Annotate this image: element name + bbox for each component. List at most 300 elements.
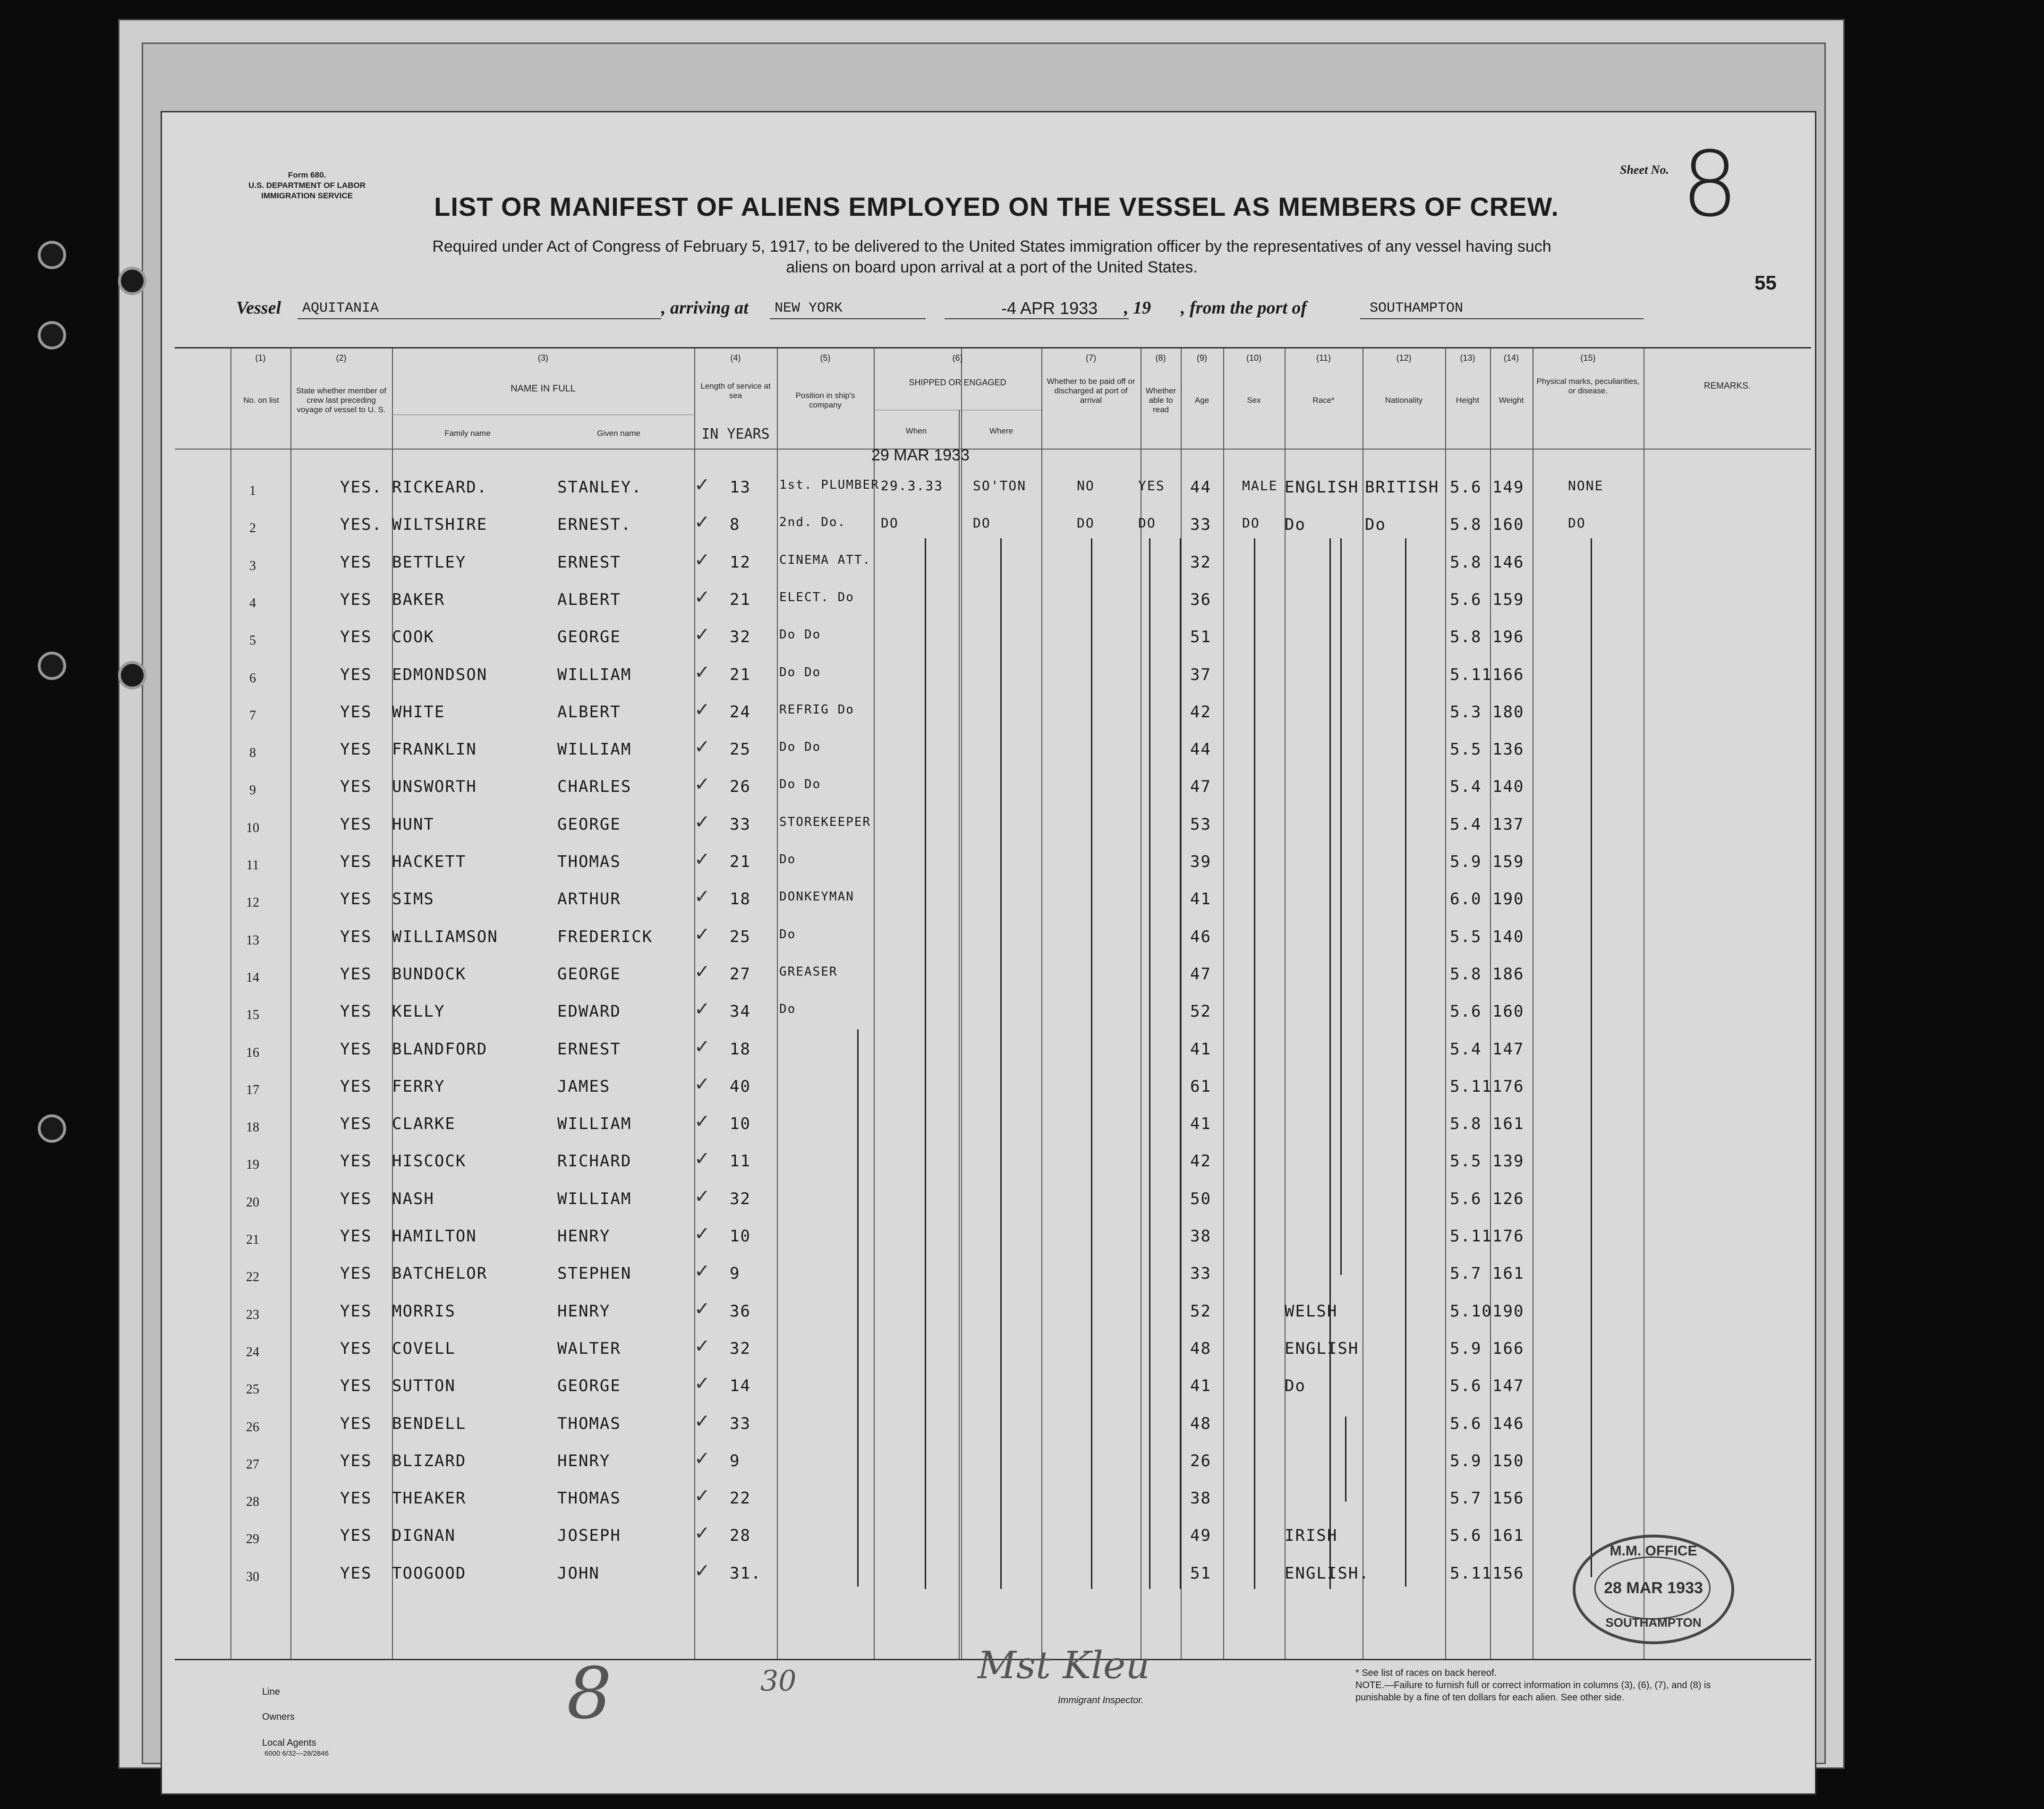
cell-age: 52: [1190, 1002, 1211, 1021]
cell-family-name: SIMS: [392, 890, 434, 909]
cell-family-name: BENDELL: [392, 1414, 467, 1433]
cell-age: 51: [1190, 628, 1211, 647]
col-head-family: Family name: [444, 429, 491, 438]
cell-family-name: WILLIAMSON: [392, 927, 498, 946]
cell-member: YES: [340, 1414, 372, 1433]
page-title: LIST OR MANIFEST OF ALIENS EMPLOYED ON THE VESSEL AS MEMBERS OF CREW.: [434, 192, 1559, 221]
port-underline: [770, 318, 926, 319]
cell-row-number: 25: [246, 1382, 259, 1397]
cell-given-name: JOHN: [557, 1563, 600, 1583]
cell-weight: 159: [1492, 590, 1524, 609]
cell-race: IRISH: [1285, 1526, 1338, 1546]
check-mark-icon: ✓: [694, 1410, 710, 1432]
cell-weight: 161: [1492, 1264, 1524, 1283]
cell-weight: 139: [1492, 1152, 1524, 1171]
check-mark-icon: ✓: [694, 811, 710, 833]
page-number: 55: [1754, 272, 1777, 294]
col-head-read: Whether able to read: [1145, 386, 1176, 414]
check-mark-icon: ✓: [694, 849, 710, 870]
cell-given-name: RICHARD: [557, 1152, 632, 1171]
cell-member: YES: [340, 815, 372, 834]
cell-member: YES: [340, 590, 372, 609]
cell-member: YES: [340, 552, 372, 572]
cell-age: 49: [1190, 1526, 1211, 1546]
cell-service: 25: [730, 927, 751, 946]
cell-row-number: 2: [249, 521, 256, 536]
cell-given-name: WILLIAM: [557, 1189, 632, 1208]
cell-weight: 146: [1492, 552, 1524, 572]
cell-service: 31.: [730, 1563, 762, 1583]
cell-family-name: BLANDFORD: [392, 1039, 488, 1059]
handwritten-total-30: 30: [760, 1665, 797, 1698]
col-head-remarks: REMARKS.: [1703, 381, 1751, 391]
form-header: [208, 170, 406, 201]
cell-row-number: 26: [246, 1419, 259, 1435]
cell-height: 5.7: [1450, 1489, 1482, 1508]
cell-age: 38: [1190, 1489, 1211, 1508]
cell-family-name: MORRIS: [392, 1301, 456, 1321]
cell-paid-off: DO: [1077, 515, 1095, 531]
col-head-member: State whether member of crew last preceding voyage of vessel to U. S.: [296, 386, 386, 414]
cell-weight: 147: [1492, 1376, 1524, 1396]
binder-hole: [118, 267, 146, 295]
inspector-signature: Mst Kleu: [978, 1643, 1150, 1687]
cell-service: 9: [730, 1451, 741, 1470]
check-mark-icon: ✓: [694, 886, 710, 908]
col-head-sex: Sex: [1247, 396, 1261, 405]
cell-service: 25: [730, 740, 751, 759]
cell-service: 12: [730, 552, 751, 572]
cell-member: YES.: [340, 515, 383, 535]
cell-member: YES: [340, 1489, 372, 1508]
cell-given-name: WILLIAM: [557, 665, 632, 684]
cell-given-name: ERNEST.: [557, 515, 632, 535]
sheet-number: 8: [1681, 132, 1738, 237]
binder-hole: [38, 321, 66, 349]
col-num-5: (5): [820, 353, 831, 363]
cell-height: 5.7: [1450, 1264, 1482, 1283]
cell-member: YES: [340, 1301, 372, 1321]
check-mark-icon: ✓: [694, 1522, 710, 1545]
cell-position: Do Do: [779, 777, 821, 792]
cell-row-number: 30: [246, 1569, 259, 1584]
cell-row-number: 3: [249, 558, 256, 573]
races-note: * See list of races on back hereof.: [1355, 1668, 1497, 1678]
cell-family-name: WHITE: [392, 702, 445, 722]
cell-member: YES: [340, 1526, 372, 1546]
cell-given-name: GEORGE: [557, 1376, 621, 1396]
cell-weight: 176: [1492, 1077, 1524, 1096]
date-underline: [945, 318, 1129, 319]
col-head-age: Age: [1194, 396, 1209, 405]
cell-given-name: WILLIAM: [557, 1114, 632, 1134]
cell-where: DO: [973, 515, 991, 531]
cell-member: YES: [340, 852, 372, 871]
arrival-port: NEW YORK: [775, 300, 843, 316]
cell-member: YES: [340, 1264, 372, 1283]
cell-family-name: RICKEARD.: [392, 478, 488, 497]
cell-family-name: HUNT: [392, 815, 434, 834]
cell-weight: 190: [1492, 1301, 1524, 1321]
cell-height: 5.8: [1450, 515, 1482, 535]
local-agents-label: Local Agents: [262, 1738, 316, 1748]
col-num-14: (14): [1503, 353, 1519, 363]
cell-age: 44: [1190, 740, 1211, 759]
cell-service: 10: [730, 1227, 751, 1246]
cell-member: YES: [340, 1039, 372, 1059]
cell-height: 5.6: [1450, 1002, 1482, 1021]
cell-weight: 137: [1492, 815, 1524, 834]
cell-member: YES: [340, 702, 372, 722]
cell-weight: 156: [1492, 1563, 1524, 1583]
department: U.S. DEPARTMENT OF LABOR: [248, 181, 366, 190]
cell-age: 32: [1190, 552, 1211, 572]
cell-height: 5.6: [1450, 1526, 1482, 1546]
cell-given-name: STEPHEN: [557, 1264, 632, 1283]
cell-weight: 196: [1492, 628, 1524, 647]
col-head-nationality: Nationality: [1385, 396, 1423, 405]
cell-height: 5.6: [1450, 1414, 1482, 1433]
col-head-where: Where: [989, 426, 1013, 435]
cell-age: 38: [1190, 1227, 1211, 1246]
cell-height: 5.11: [1450, 1227, 1492, 1246]
cell-service: 32: [730, 628, 751, 647]
cell-family-name: SUTTON: [392, 1376, 456, 1396]
cell-position: CINEMA ATT.: [779, 552, 871, 567]
cell-position: Do Do: [779, 665, 821, 679]
cell-given-name: HENRY: [557, 1301, 611, 1321]
cell-family-name: COVELL: [392, 1339, 456, 1358]
cell-family-name: FERRY: [392, 1077, 445, 1096]
cell-height: 5.3: [1450, 702, 1482, 722]
vessel-line: [236, 297, 1653, 321]
cell-age: 52: [1190, 1301, 1211, 1321]
col-head-paid-off: Whether to be paid off or discharged at port of arrival: [1047, 377, 1135, 405]
from-underline: [1360, 318, 1644, 319]
cell-row-number: 20: [246, 1195, 259, 1210]
cell-family-name: EDMONDSON: [392, 665, 488, 684]
cell-height: 5.10: [1450, 1301, 1492, 1321]
cell-height: 5.8: [1450, 552, 1482, 572]
col-head-shipped: SHIPPED OR ENGAGED: [909, 378, 1006, 387]
cell-height: 5.5: [1450, 740, 1482, 759]
cell-age: 33: [1190, 1264, 1211, 1283]
cell-family-name: BAKER: [392, 590, 445, 609]
col-num-11: (11): [1316, 353, 1331, 363]
cell-service: 21: [730, 665, 751, 684]
cell-position: DONKEYMAN: [779, 890, 854, 904]
col-head-given: Given name: [597, 429, 640, 438]
cell-family-name: COOK: [392, 628, 434, 647]
cell-height: 5.4: [1450, 1039, 1482, 1059]
cell-family-name: HACKETT: [392, 852, 467, 871]
cell-given-name: CHARLES: [557, 777, 632, 797]
handwritten-total-8: 8: [567, 1653, 612, 1735]
check-mark-icon: ✓: [694, 960, 710, 983]
cell-member: YES: [340, 1114, 372, 1134]
cell-row-number: 22: [246, 1270, 259, 1285]
check-mark-icon: ✓: [694, 661, 710, 683]
subtitle-line-1: Required under Act of Congress of February 5, 1917, to be delivered to the United States immigration officer by the representatives of any vessel having such: [432, 238, 1551, 255]
cell-sex: MALE: [1242, 478, 1278, 493]
cell-row-number: 11: [246, 858, 259, 873]
cell-position: 1st. PLUMBER.: [779, 478, 888, 492]
from-label: , from the port of: [1181, 298, 1307, 318]
col-head-name: NAME IN FULL: [511, 383, 576, 394]
cell-member: YES: [340, 1152, 372, 1171]
cell-row-number: 27: [246, 1457, 259, 1472]
col-head-service: Length of service at sea: [700, 382, 771, 400]
cell-height: 5.6: [1450, 478, 1482, 497]
cell-physical: NONE: [1568, 478, 1604, 493]
cell-row-number: 19: [246, 1157, 259, 1172]
cell-family-name: WILTSHIRE: [392, 515, 488, 535]
cell-height: 5.6: [1450, 590, 1482, 609]
cell-member: YES: [340, 1002, 372, 1021]
cell-service: 11: [730, 1152, 751, 1171]
cell-weight: 156: [1492, 1489, 1524, 1508]
cell-service: 9: [730, 1264, 741, 1283]
cell-service: 13: [730, 478, 751, 497]
cell-age: 46: [1190, 927, 1211, 946]
cell-height: 5.6: [1450, 1376, 1482, 1396]
cell-weight: 166: [1492, 665, 1524, 684]
cell-age: 41: [1190, 1114, 1211, 1134]
cell-service: 18: [730, 1039, 751, 1059]
cell-service: 33: [730, 815, 751, 834]
cell-position: STOREKEEPER: [779, 815, 871, 829]
cell-position: Do Do: [779, 740, 821, 755]
owners-label: Owners: [262, 1712, 295, 1722]
departure-port: SOUTHAMPTON: [1370, 300, 1464, 316]
line-label: Line: [262, 1687, 280, 1697]
cell-given-name: ERNEST: [557, 552, 621, 572]
check-mark-icon: ✓: [694, 1335, 710, 1357]
cell-weight: 140: [1492, 927, 1524, 946]
cell-row-number: 4: [249, 595, 256, 611]
cell-age: 41: [1190, 1039, 1211, 1059]
binder-hole: [118, 661, 146, 689]
cell-service: 22: [730, 1489, 751, 1508]
cell-position: Do: [779, 852, 796, 866]
cell-height: 5.4: [1450, 815, 1482, 834]
cell-row-number: 18: [246, 1120, 259, 1135]
cell-row-number: 24: [246, 1344, 259, 1359]
cell-service: 10: [730, 1114, 751, 1134]
cell-sex: DO: [1242, 515, 1260, 531]
cell-row-number: 15: [246, 1008, 259, 1023]
cell-age: 61: [1190, 1077, 1211, 1096]
cell-service: 8: [730, 515, 741, 535]
cell-row-number: 13: [246, 933, 259, 948]
cell-weight: 166: [1492, 1339, 1524, 1358]
cell-race: ENGLISH.: [1285, 1563, 1370, 1583]
cell-given-name: JAMES: [557, 1077, 611, 1096]
cell-given-name: JOSEPH: [557, 1526, 621, 1546]
check-mark-icon: ✓: [694, 698, 710, 721]
col-head-no: No. on list: [243, 396, 279, 405]
cell-row-number: 29: [246, 1532, 259, 1547]
cell-height: 5.4: [1450, 777, 1482, 797]
cell-service: 18: [730, 890, 751, 909]
cell-row-number: 9: [249, 783, 256, 798]
col-head-physical: Physical marks, peculiarities, or disease.: [1536, 377, 1640, 395]
cell-weight: 160: [1492, 515, 1524, 535]
check-mark-icon: ✓: [694, 1260, 710, 1282]
cell-given-name: WALTER: [557, 1339, 621, 1358]
cell-age: 53: [1190, 815, 1211, 834]
cell-service: 32: [730, 1189, 751, 1208]
cell-weight: 176: [1492, 1227, 1524, 1246]
cell-position: REFRIG Do: [779, 702, 854, 717]
stamp-top-text: M.M. OFFICE: [1610, 1543, 1697, 1559]
vessel-name: AQUITANIA: [302, 300, 379, 316]
inspector-label: Immigrant Inspector.: [1058, 1695, 1144, 1706]
cell-height: 5.11: [1450, 1563, 1492, 1583]
cell-given-name: ARTHUR: [557, 890, 621, 909]
cell-age: 48: [1190, 1414, 1211, 1433]
service: IMMIGRATION SERVICE: [261, 191, 353, 200]
cell-height: 5.5: [1450, 1152, 1482, 1171]
cell-nationality: Do: [1365, 515, 1386, 535]
check-mark-icon: ✓: [694, 549, 710, 571]
cell-given-name: HENRY: [557, 1227, 611, 1246]
engaged-date-stamp: 29 MAR 1933: [871, 446, 970, 464]
sheet-no-label: Sheet No.: [1620, 163, 1669, 177]
col-num-8: (8): [1155, 353, 1166, 363]
cell-when: DO: [881, 515, 899, 531]
cell-given-name: ERNEST: [557, 1039, 621, 1059]
cell-where: SO'TON: [973, 478, 1027, 493]
cell-age: 47: [1190, 777, 1211, 797]
cell-weight: 136: [1492, 740, 1524, 759]
cell-service: 24: [730, 702, 751, 722]
footer-note: [1355, 1667, 1747, 1704]
cell-row-number: 17: [246, 1082, 259, 1097]
binder-hole: [38, 652, 66, 680]
col-head-height: Height: [1456, 396, 1480, 405]
cell-service: 21: [730, 852, 751, 871]
check-mark-icon: ✓: [694, 474, 710, 496]
cell-age: 42: [1190, 1152, 1211, 1171]
cell-weight: 126: [1492, 1189, 1524, 1208]
cell-given-name: THOMAS: [557, 852, 621, 871]
cell-given-name: HENRY: [557, 1451, 611, 1470]
cell-member: YES: [340, 1339, 372, 1358]
cell-row-number: 16: [246, 1045, 259, 1060]
cell-given-name: FREDERICK: [557, 927, 653, 946]
cell-height: 5.8: [1450, 628, 1482, 647]
cell-age: 42: [1190, 702, 1211, 722]
cell-member: YES: [340, 927, 372, 946]
cell-height: 5.9: [1450, 852, 1482, 871]
cell-given-name: GEORGE: [557, 815, 621, 834]
cell-given-name: GEORGE: [557, 628, 621, 647]
subtitle-line-2: aliens on board upon arrival at a port of the United States.: [786, 258, 1198, 276]
cell-weight: 190: [1492, 890, 1524, 909]
cell-race: ENGLISH: [1285, 478, 1359, 497]
cell-given-name: STANLEY.: [557, 478, 642, 497]
cell-member: YES: [340, 740, 372, 759]
col-num-2: (2): [336, 353, 347, 363]
cell-family-name: HISCOCK: [392, 1152, 467, 1171]
cell-service: 27: [730, 964, 751, 984]
cell-position: 2nd. Do.: [779, 515, 846, 530]
vessel-underline: [298, 318, 661, 319]
cell-service: 28: [730, 1526, 751, 1546]
cell-weight: 147: [1492, 1039, 1524, 1059]
penalty-note: NOTE.—Failure to furnish full or correct information in columns (3), (6), (7), and (8) is punishable by a fine of ten dollars for each alien. See other side.: [1355, 1680, 1711, 1703]
check-mark-icon: ✓: [694, 1298, 710, 1320]
cell-weight: 150: [1492, 1451, 1524, 1470]
cell-member: YES: [340, 890, 372, 909]
check-mark-icon: ✓: [694, 1223, 710, 1245]
check-mark-icon: ✓: [694, 1036, 710, 1058]
cell-position: Do: [779, 1002, 796, 1017]
col-head-position: Position in ship's company: [795, 391, 855, 409]
check-mark-icon: ✓: [694, 1560, 710, 1582]
col-num-13: (13): [1460, 353, 1475, 363]
cell-when: 29.3.33: [881, 478, 944, 493]
cell-height: 5.8: [1450, 1114, 1482, 1134]
cell-weight: 146: [1492, 1414, 1524, 1433]
year-label: , 19: [1124, 298, 1151, 318]
cell-paid-off: NO: [1077, 478, 1095, 493]
cell-age: 50: [1190, 1189, 1211, 1208]
cell-row-number: 1: [249, 484, 256, 498]
check-mark-icon: ✓: [694, 1485, 710, 1507]
cell-age: 41: [1190, 890, 1211, 909]
cell-weight: 161: [1492, 1526, 1524, 1546]
cell-row-number: 12: [246, 895, 259, 910]
cell-height: 6.0: [1450, 890, 1482, 909]
check-mark-icon: ✓: [694, 511, 710, 534]
col-num-4: (4): [730, 353, 741, 363]
cell-age: 37: [1190, 665, 1211, 684]
cell-weight: 149: [1492, 478, 1524, 497]
cell-member: YES: [340, 1189, 372, 1208]
col-head-when: When: [905, 426, 927, 435]
cell-member: YES: [340, 964, 372, 984]
cell-height: 5.6: [1450, 1189, 1482, 1208]
cell-row-number: 8: [249, 746, 256, 761]
cell-age: 33: [1190, 515, 1211, 535]
check-mark-icon: ✓: [694, 923, 710, 945]
cell-member: YES: [340, 1451, 372, 1470]
cell-read: YES: [1138, 478, 1165, 493]
col-head-weight: Weight: [1499, 396, 1524, 405]
cell-row-number: 23: [246, 1307, 259, 1322]
arrival-date: -4 APR 1933: [1001, 298, 1098, 318]
cell-age: 41: [1190, 1376, 1211, 1396]
cell-race: WELSH: [1285, 1301, 1338, 1321]
cell-family-name: CLARKE: [392, 1114, 456, 1134]
cell-age: 48: [1190, 1339, 1211, 1358]
print-code: 6000 6/32—28/2846: [264, 1750, 329, 1758]
cell-given-name: ALBERT: [557, 702, 621, 722]
cell-row-number: 7: [249, 708, 256, 723]
cell-height: 5.11: [1450, 1077, 1492, 1096]
check-mark-icon: ✓: [694, 586, 710, 608]
cell-row-number: 21: [246, 1232, 259, 1247]
cell-service: 26: [730, 777, 751, 797]
cell-height: 5.8: [1450, 964, 1482, 984]
cell-service: 36: [730, 1301, 751, 1321]
cell-height: 5.11: [1450, 665, 1492, 684]
cell-given-name: WILLIAM: [557, 740, 632, 759]
form-number: Form 680.: [288, 170, 326, 179]
cell-age: 39: [1190, 852, 1211, 871]
